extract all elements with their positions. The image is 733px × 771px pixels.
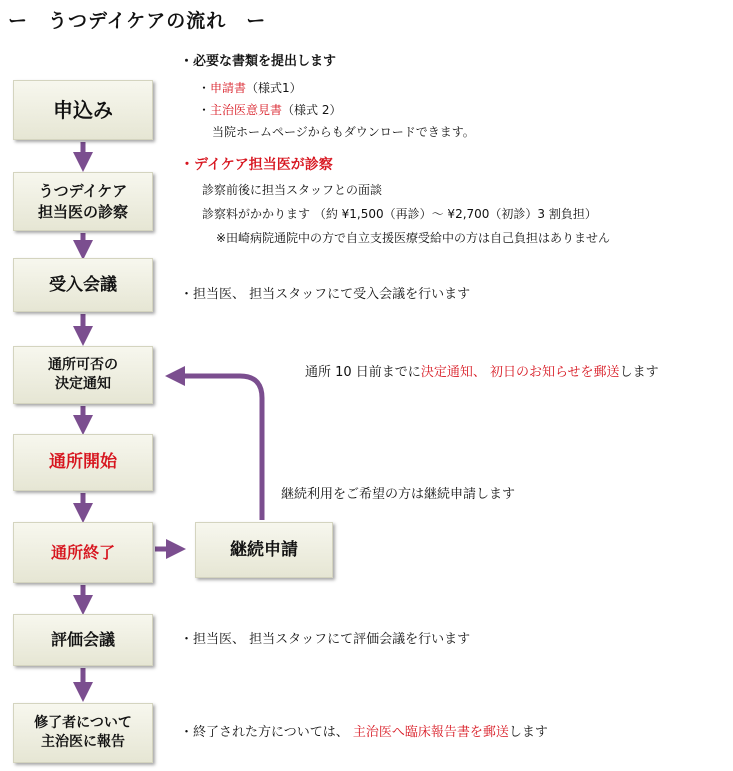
step-notice: [13, 346, 153, 404]
note-notice: 通所 10 日前までに決定通知、 初日のお知らせを郵送します: [305, 365, 659, 380]
step-exam: [13, 172, 153, 231]
step-continue-label: 継続申請: [230, 539, 298, 560]
step-review-label: 評価会議: [50, 630, 115, 650]
step-report-line1: 修了者について: [34, 715, 132, 732]
step-notice-line2: 決定通知: [55, 376, 111, 392]
step-review: [13, 614, 153, 666]
step-exam-line2: 担当医の診察: [37, 202, 128, 221]
note-exam-fee: 診察料がかかります （約 ¥1,500（再診）～ ¥2,700（初診）3 割負担）: [202, 207, 597, 221]
step-end: [13, 522, 153, 583]
note-review: ・担当医、 担当スタッフにて評価会議を行います: [180, 632, 471, 647]
note-doc-download: 当院ホームページからもダウンロードできます。: [212, 125, 475, 139]
note-continue: 継続利用をご希望の方は継続申請します: [281, 487, 516, 502]
note-meeting: ・担当医、 担当スタッフにて受入会議を行います: [180, 287, 471, 302]
step-exam-line1: うつデイケア: [38, 182, 128, 201]
step-notice-line1: 通所可否の: [48, 357, 118, 374]
step-report: [13, 703, 153, 763]
step-continue: [195, 522, 333, 578]
step-meeting: [13, 258, 153, 312]
note-exam-interview: 診察前後に担当スタッフとの面談: [202, 183, 383, 197]
arrow-continue-to-notice: [175, 376, 262, 520]
note-report: ・終了された方については、 主治医へ臨床報告書を郵送します: [180, 725, 548, 740]
step-start-label: 通所開始: [49, 452, 117, 473]
note-exam-heading: ・デイケア担当医が診察: [180, 157, 333, 173]
step-end-label: 通所終了: [50, 542, 115, 562]
note-docs-heading: ・必要な書類を提出します: [180, 54, 337, 69]
step-apply-label: 申込み: [53, 97, 113, 122]
step-start: [13, 434, 153, 491]
step-meeting-label: 受入会議: [49, 274, 117, 295]
step-report-line2: 主治医に報告: [40, 734, 125, 750]
step-apply: [13, 80, 153, 140]
page-title: ー うつデイケアの流れ ー: [8, 10, 267, 32]
note-exam-exemption: ※田崎病院通院中の方で自立支援医療受給中の方は自己負担はありません: [216, 231, 611, 245]
note-doc-application: ・申請書（様式1）: [198, 81, 302, 95]
note-doc-opinion: ・主治医意見書（様式 2）: [198, 103, 342, 117]
